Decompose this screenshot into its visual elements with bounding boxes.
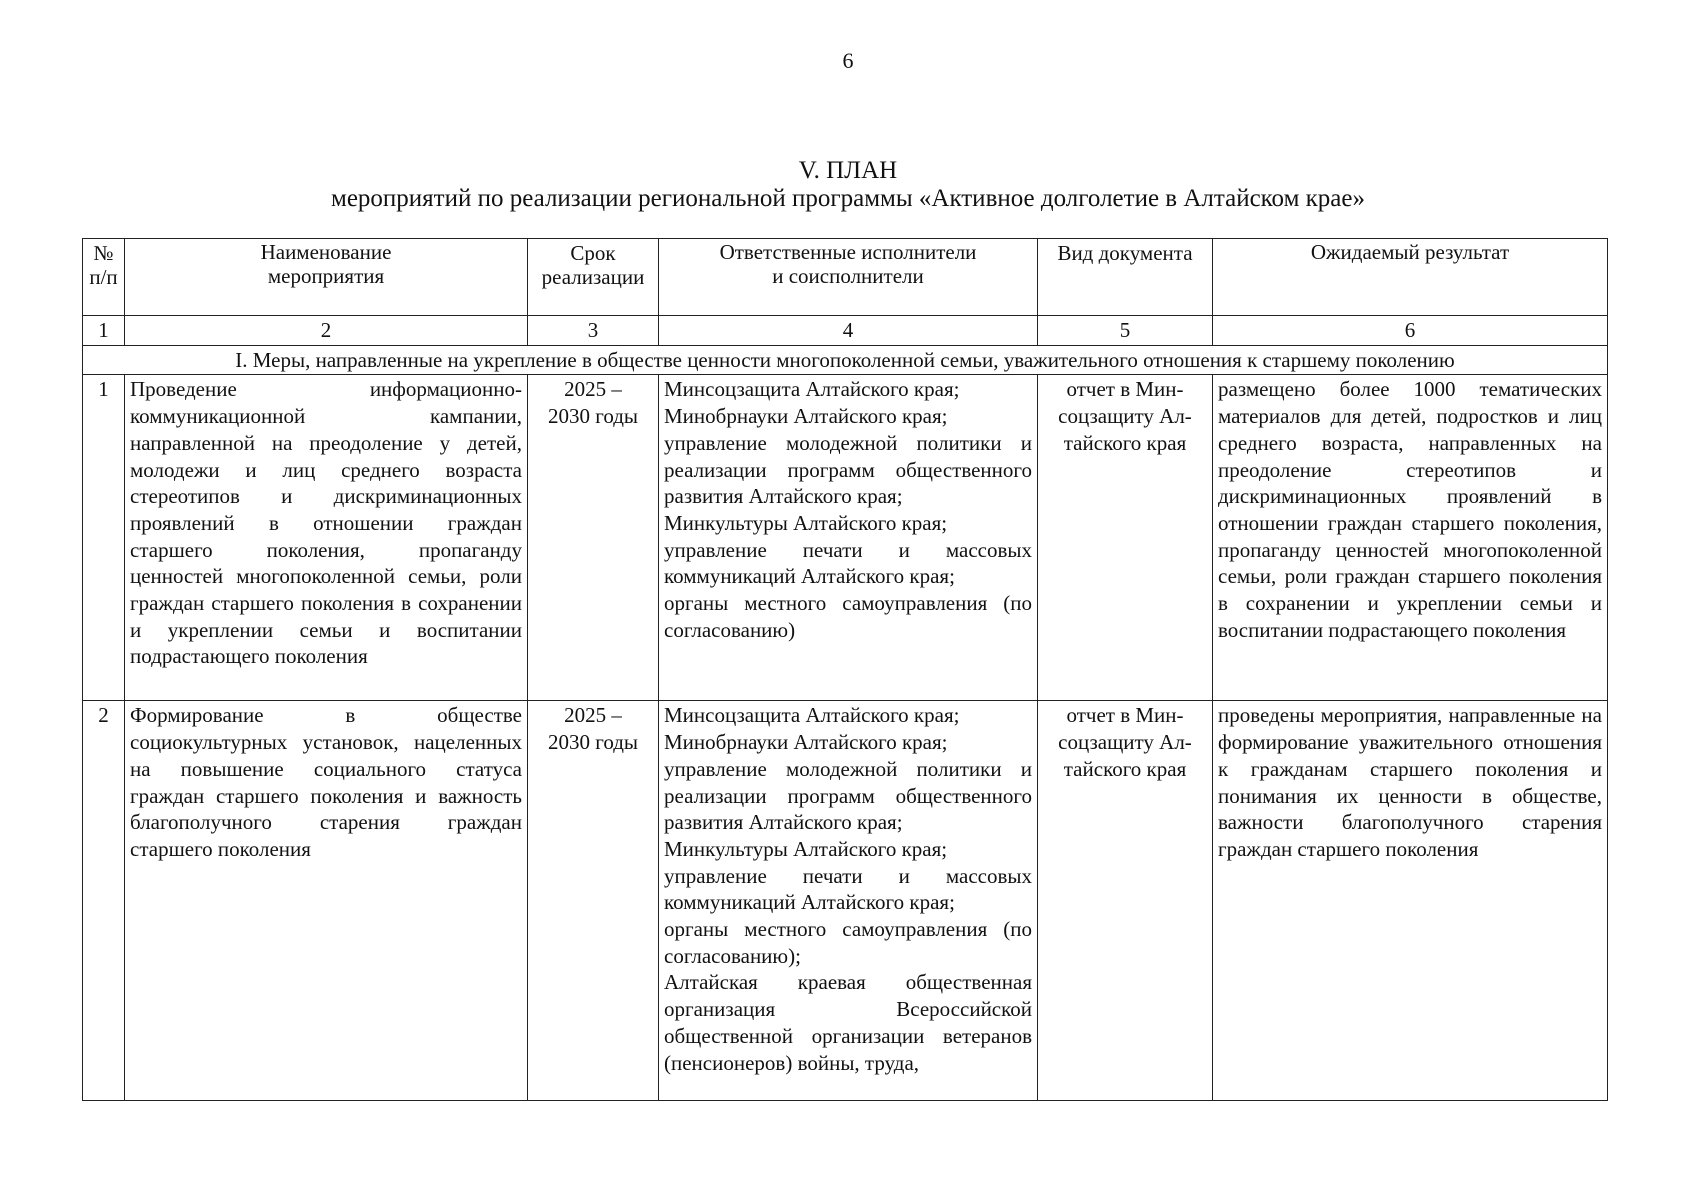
executor: управление печати и массовых коммуникаций Алтайского края; (664, 863, 1032, 915)
row-number: 2 (83, 701, 125, 1101)
document-title (0, 157, 1696, 213)
column-number: 6 (1213, 316, 1608, 346)
executor: Минкультуры Алтайского края; (664, 836, 948, 861)
expected-result: размещено более 1000 тематических материалов для детей, подростков и лиц среднего возраста, направленных на преодоление стереотипов и дискриминационных проявлений в отношении граждан старшего поколения, пропаганду ценностей многопоколенной семьи, роли граждан старшего поколения в сохранении и укреплении семьи и воспитании подрастающего поколения (1213, 375, 1608, 701)
executor: Алтайская краевая общественная организация Всероссийской общественной организации ветеранов (пенсионеров) войны, труда, (664, 970, 1032, 1075)
executor: управление печати и массовых коммуникаций Алтайского края; (664, 537, 1032, 589)
executor: Минобрнауки Алтайского края; (664, 730, 948, 755)
activity-name: Формирование в обществе социокультурных установок, нацеленных на повышение социального статуса граждан старшего поколения и важность благополучного старения граждан старшего поколения (125, 701, 528, 1101)
responsible-executors (659, 375, 1038, 701)
implementation-term: 2025 – 2030 годы (528, 701, 659, 1101)
column-number: 5 (1038, 316, 1213, 346)
header-result: Ожидаемый результат (1213, 239, 1608, 316)
table-header-row (83, 239, 1608, 316)
table-row (83, 701, 1608, 1101)
executor: управление молодежной политики и реализации программ общественного развития Алтайского края; (664, 430, 1032, 509)
header-name: Наименование мероприятия (125, 239, 528, 316)
expected-result: проведены мероприятия, направленные на формирование уважительного отношения к гражданам старшего поколения и понимания их ценности в обществе, важности благополучного старения граждан старшего поколения (1213, 701, 1608, 1101)
table-row (83, 375, 1608, 701)
executor: Минобрнауки Алтайского края; (664, 404, 948, 429)
header-num: № п/п (83, 239, 125, 316)
executor: Минкультуры Алтайского края; (664, 510, 948, 535)
header-term: Срок реализации (528, 239, 659, 316)
plan-subtitle: мероприятий по реализации региональной программы «Активное долголетие в Алтайском крае» (331, 185, 1365, 212)
plan-heading: V. ПЛАН (798, 157, 898, 184)
responsible-executors (659, 701, 1038, 1101)
section-title: I. Меры, направленные на укрепление в обществе ценности многопоколенной семьи, уважительного отношения к старшему поколению (83, 345, 1608, 375)
row-number: 1 (83, 375, 125, 701)
executor: Минсоцзащита Алтайского края; (664, 377, 960, 402)
executor: органы местного самоуправления (по согласованию) (664, 591, 1032, 642)
implementation-term: 2025 – 2030 годы (528, 375, 659, 701)
executor: управление молодежной политики и реализации программ общественного развития Алтайского края; (664, 756, 1032, 835)
section-row (83, 345, 1608, 375)
column-number: 4 (659, 316, 1038, 346)
column-number-row (83, 316, 1608, 346)
document-type: отчет в Мин- соцзащиту Ал- тайского края (1038, 375, 1213, 701)
column-number: 2 (125, 316, 528, 346)
header-doc: Вид документа (1038, 239, 1213, 316)
activity-name: Проведение информационно-коммуникационной кампании, направленной на преодоление у детей, молодежи и лиц среднего возраста стереотипов и дискриминационных проявлений в отношении граждан старшего поколения, пропаганду ценностей многопоколенной семьи, роли граждан старшего поколения в сохранении и укреплении семьи и воспитании подрастающего поколения (125, 375, 528, 701)
column-number: 1 (83, 316, 125, 346)
header-executors: Ответственные исполнители и соисполнители (659, 239, 1038, 316)
executor: органы местного самоуправления (по согласованию); (664, 917, 1032, 968)
activities-plan-table (82, 238, 1608, 1101)
document-type: отчет в Мин- соцзащиту Ал- тайского края (1038, 701, 1213, 1101)
page-number: 6 (842, 48, 854, 73)
executor: Минсоцзащита Алтайского края; (664, 703, 960, 728)
column-number: 3 (528, 316, 659, 346)
